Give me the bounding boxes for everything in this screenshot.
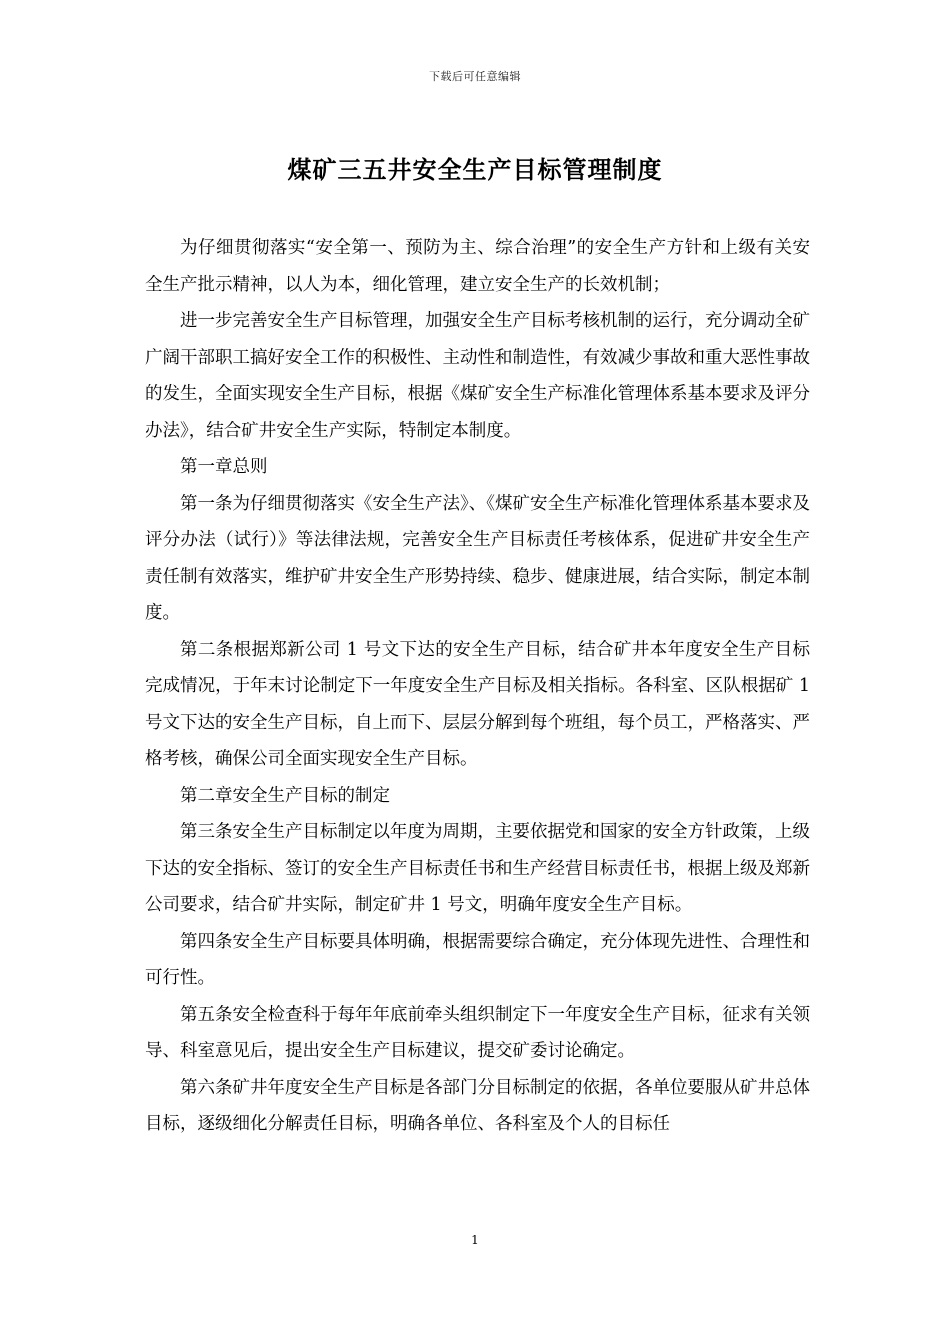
header-note: 下载后可任意编辑: [429, 70, 521, 83]
chapter-heading-2: 第二章安全生产目标的制定: [180, 785, 390, 806]
document-title: 煤矿三五井安全生产目标管理制度: [287, 156, 663, 184]
page-number: 1: [471, 1233, 479, 1247]
document-body: [145, 230, 810, 1143]
article-2: 第二条根据郑新公司 1 号文下达的安全生产目标，结合矿井本年度安全生产目标完成情况，于年末讨论制定下一年度安全生产目标及相关指标。各科室、区队根据矿 1 号文下达的安全生产目标，自上而下、层层分解到每个班组，每个员工，严格落实、严格考核，确保公司全面实现安全生产目标。: [145, 639, 810, 769]
article-4: 第四条安全生产目标要具体明确，根据需要综合确定，充分体现先进性、合理性和可行性。: [145, 931, 810, 988]
article-1: 第一条为仔细贯彻落实《安全生产法》、《煤矿安全生产标准化管理体系基本要求及评分办法（试行）》等法律法规，完善安全生产目标责任考核体系，促进矿井安全生产责任制有效落实，维护矿井安全生产形势持续、稳步、健康进展，结合实际，制定本制度。: [145, 493, 810, 623]
article-6: 第六条矿井年度安全生产目标是各部门分目标制定的依据，各单位要服从矿井总体目标，逐级细化分解责任目标，明确各单位、各科室及个人的目标任: [145, 1077, 810, 1134]
paragraph-intro-1: 为仔细贯彻落实“安全第一、预防为主、综合治理”的安全生产方针和上级有关安全生产批示精神，以人为本，细化管理，建立安全生产的长效机制；: [145, 238, 810, 295]
chapter-heading-1: 第一章总则: [180, 457, 268, 477]
article-5: 第五条安全检查科于每年年底前牵头组织制定下一年度安全生产目标，征求有关领导、科室意见后，提出安全生产目标建议，提交矿委讨论确定。: [145, 1004, 810, 1061]
article-3: 第三条安全生产目标制定以年度为周期，主要依据党和国家的安全方针政策，上级下达的安全指标、签订的安全生产目标责任书和生产经营目标责任书，根据上级及郑新公司要求，结合矿井实际，制定矿井 1 号文，明确年度安全生产目标。: [145, 822, 810, 915]
paragraph-intro-2: 进一步完善安全生产目标管理，加强安全生产目标考核机制的运行，充分调动全矿广阔干部职工搞好安全工作的积极性、主动性和制造性，有效减少事故和重大恶性事故的发生，全面实现安全生产目标，根据《煤矿安全生产标准化管理体系基本要求及评分办法》，结合矿井安全生产实际，特制定本制度。: [145, 311, 810, 441]
